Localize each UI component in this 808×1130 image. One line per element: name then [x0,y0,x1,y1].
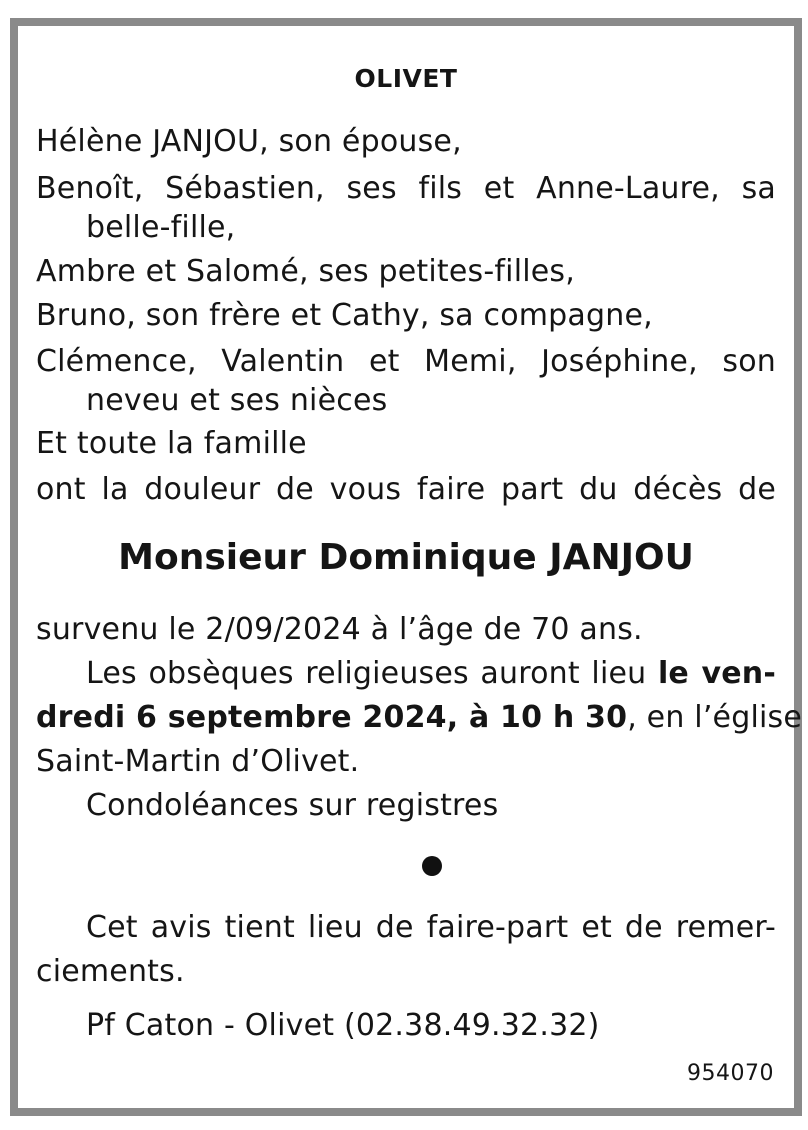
family-line-4: Ambre et Salomé, ses petites-filles, [36,254,575,289]
closing-line-1: Cet avis tient lieu de faire-part et de remer- [86,910,776,945]
funeral-line-2 [36,700,803,736]
deceased-name: Monsieur Dominique JANJOU [118,537,694,578]
funeral-place-line: Saint-Martin d’Olivet. [36,744,360,779]
separator-bullet-icon [422,856,442,876]
funeral-line-1 [86,656,776,692]
notice-town: OLIVET [354,64,458,93]
notice-body [36,26,803,1108]
family-line-9: ont la douleur de vous faire part du décès de [36,472,776,507]
death-line: survenu le 2/09/2024 à l’âge de 70 ans. [36,612,643,647]
notice-frame [10,18,802,1116]
funeral-date-part-1: le ven- [657,656,776,691]
funeral-intro: Les obsèques religieuses auront lieu [86,656,658,691]
funeral-home: Pf Caton - Olivet (02.38.49.32.32) [86,1008,600,1043]
reference-number: 954070 [687,1061,774,1086]
family-line-7: neveu et ses nièces [86,383,388,418]
family-line-6: Clémence, Valentin et Memi, Joséphine, son [36,344,776,379]
funeral-place-part-1: , en l’église [627,700,803,735]
family-line-5: Bruno, son frère et Cathy, sa compagne, [36,298,653,333]
funeral-date-part-2: dredi 6 septembre 2024, à 10 h 30 [36,700,628,735]
family-line-1: Hélène JANJOU, son épouse, [36,124,462,159]
closing-line-2: ciements. [36,954,185,989]
family-line-2: Benoît, Sébastien, ses fils et Anne-Laure, sa [36,171,776,206]
family-line-8: Et toute la famille [36,426,307,461]
condolences: Condoléances sur registres [86,788,499,823]
family-line-3: belle-fille, [86,210,236,245]
